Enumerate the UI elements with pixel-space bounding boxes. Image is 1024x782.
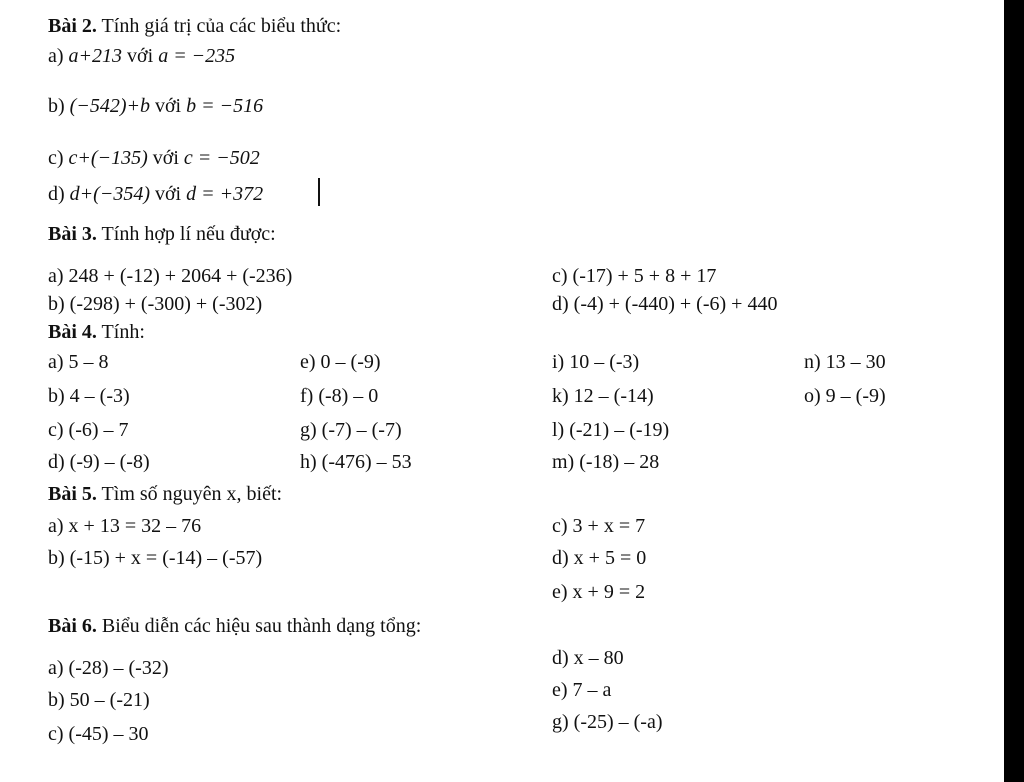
- bai4-item-b: b) 4 – (-3): [48, 385, 130, 407]
- bai2-item-c: [48, 146, 260, 170]
- bai2-title: Bài 2.: [48, 15, 97, 37]
- bai5-title: Bài 5.: [48, 483, 97, 505]
- bai4-item-c: c) (-6) – 7: [48, 419, 129, 441]
- bai2-heading: [48, 14, 341, 38]
- item-with: với: [127, 45, 154, 67]
- bai4-heading: [48, 320, 145, 344]
- bai4-item-a: a) 5 – 8: [48, 351, 109, 373]
- bai4-item-l: l) (-21) – (-19): [552, 419, 670, 441]
- bai5-item-a: a) x + 13 = 32 – 76: [48, 515, 202, 537]
- bai3-title: Bài 3.: [48, 223, 97, 245]
- bai2-item-b: [48, 94, 263, 118]
- bai2-item-a: [48, 44, 235, 68]
- bai4-item-k: k) 12 – (-14): [552, 385, 654, 407]
- item-expression: c+(−135): [68, 147, 148, 169]
- bai4-title-rest: Tính:: [96, 321, 145, 343]
- text-cursor: [318, 178, 320, 206]
- bai5-item-d: d) x + 5 = 0: [552, 547, 647, 569]
- bai2-title-rest: Tính giá trị của các biểu thức:: [96, 15, 342, 37]
- bai4-item-f: f) (-8) – 0: [300, 385, 379, 407]
- bai4-item-m: m) (-18) – 28: [552, 451, 660, 473]
- bai6-heading: [48, 614, 421, 638]
- bai4-title: Bài 4.: [48, 321, 97, 343]
- bai5-item-c: c) 3 + x = 7: [552, 515, 646, 537]
- bai6-title: Bài 6.: [48, 615, 97, 637]
- bai6-item-d: d) x – 80: [552, 647, 624, 669]
- item-with: với: [152, 147, 179, 169]
- item-with: với: [154, 95, 182, 117]
- item-label: b): [48, 95, 65, 117]
- bai4-item-d: d) (-9) – (-8): [48, 451, 150, 473]
- bai6-item-a: a) (-28) – (-32): [48, 657, 169, 679]
- bai5-item-b: b) (-15) + x = (-14) – (-57): [48, 547, 263, 569]
- bai3-item-b: b) (-298) + (-300) + (-302): [48, 293, 263, 315]
- bai4-item-g: g) (-7) – (-7): [300, 419, 402, 441]
- bai3-title-rest: Tính hợp lí nếu được:: [96, 223, 276, 245]
- bai5-heading: [48, 482, 282, 506]
- bai4-item-o: o) 9 – (-9): [804, 385, 886, 407]
- bai3-heading: [48, 222, 276, 246]
- bai4-item-e: e) 0 – (-9): [300, 351, 381, 373]
- bai4-item-n: n) 13 – 30: [804, 351, 886, 373]
- item-with: với: [154, 183, 182, 205]
- item-expression: d+(−354): [69, 183, 150, 205]
- item-condition: b = −516: [186, 95, 264, 117]
- item-condition: d = +372: [186, 183, 264, 205]
- bai6-item-g: g) (-25) – (-a): [552, 711, 663, 733]
- bai6-item-b: b) 50 – (-21): [48, 689, 150, 711]
- bai6-item-c: c) (-45) – 30: [48, 723, 149, 745]
- item-label: a): [48, 45, 64, 67]
- bai3-item-a: a) 248 + (-12) + 2064 + (-236): [48, 265, 293, 287]
- bai6-title-rest: Biểu diễn các hiệu sau thành dạng tổng:: [96, 615, 422, 637]
- item-label: d): [48, 183, 65, 205]
- item-condition: c = −502: [183, 147, 260, 169]
- bai5-title-rest: Tìm số nguyên x, biết:: [96, 483, 283, 505]
- bai3-item-d: d) (-4) + (-440) + (-6) + 440: [552, 293, 778, 315]
- item-label: c): [48, 147, 64, 169]
- bai6-item-e: e) 7 – a: [552, 679, 612, 701]
- bai3-item-c: c) (-17) + 5 + 8 + 17: [552, 265, 717, 287]
- item-expression: a+213: [68, 45, 123, 67]
- bai4-item-h: h) (-476) – 53: [300, 451, 412, 473]
- item-expression: (−542)+b: [69, 95, 150, 117]
- item-condition: a = −235: [158, 45, 236, 67]
- bai5-item-e: e) x + 9 = 2: [552, 581, 646, 603]
- bai2-item-d: [48, 182, 263, 206]
- bai4-item-i: i) 10 – (-3): [552, 351, 640, 373]
